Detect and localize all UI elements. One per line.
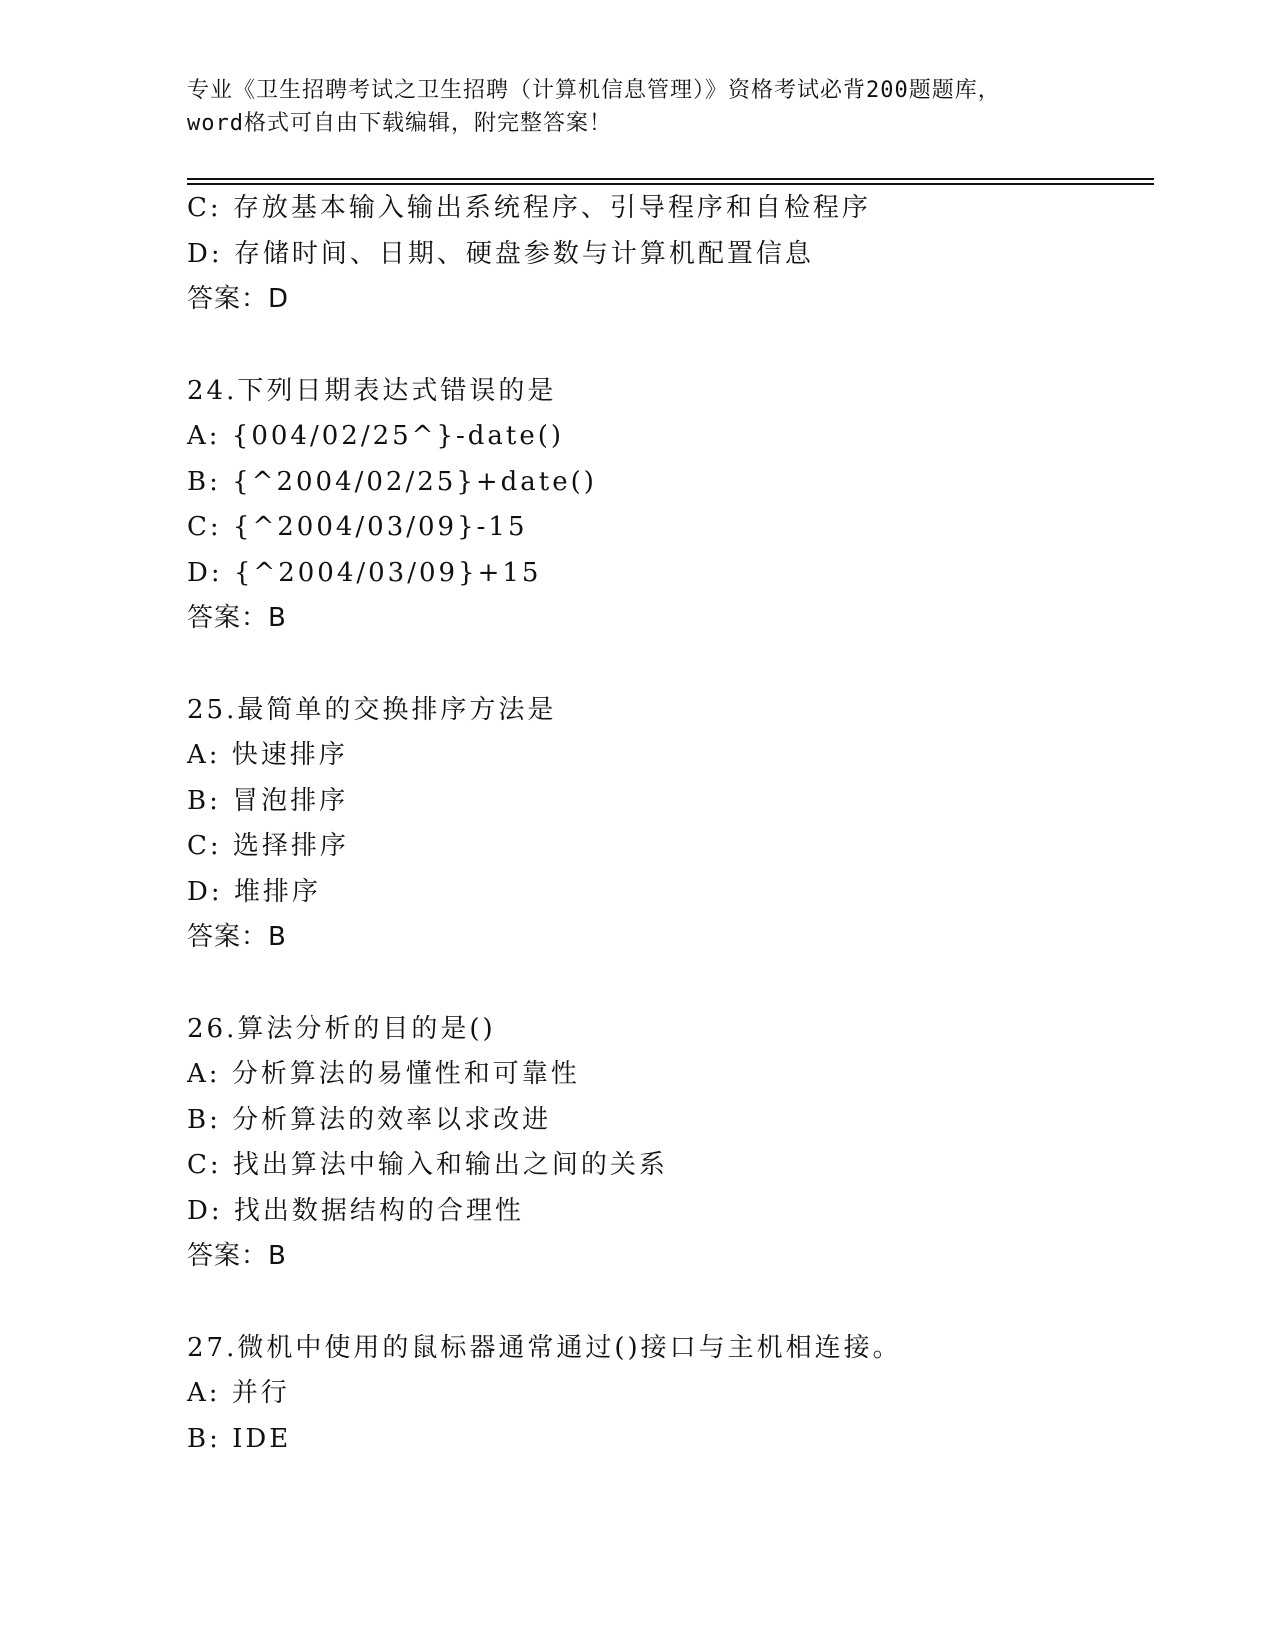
option-b: B: 冒泡排序 — [187, 785, 349, 816]
option-b: B: IDE — [187, 1423, 292, 1454]
header-double-rule — [187, 178, 1154, 185]
option-d: D: 存储时间、日期、硬盘参数与计算机配置信息 — [187, 238, 814, 269]
option-d: D: 找出数据结构的合理性 — [187, 1195, 524, 1226]
question-stem: 27.微机中使用的鼠标器通常通过()接口与主机相连接。 — [187, 1332, 902, 1363]
question-24 — [187, 369, 1147, 642]
option-b: B: 分析算法的效率以求改进 — [187, 1104, 552, 1135]
question-26 — [187, 1007, 1147, 1280]
option-c: C: 找出算法中输入和输出之间的关系 — [187, 1150, 668, 1180]
question-stem: 25.最简单的交换排序方法是 — [187, 694, 557, 725]
header-title-line-2: word格式可自由下载编辑，附完整答案！ — [187, 111, 612, 136]
question-27 — [187, 1326, 1147, 1463]
answer-line: 答案：B — [187, 1241, 287, 1271]
option-c: C: 存放基本输入输出系统程序、引导程序和自检程序 — [187, 193, 871, 223]
option-a: A: 并行 — [187, 1378, 290, 1408]
option-d: D: {^2004/03/09}+15 — [187, 557, 542, 588]
option-a: A: 快速排序 — [187, 740, 348, 770]
answer-line: 答案：B — [187, 922, 287, 952]
question-stem: 24.下列日期表达式错误的是 — [187, 375, 557, 406]
spacer — [187, 642, 1147, 688]
option-a: A: 分析算法的易懂性和可靠性 — [187, 1059, 580, 1089]
question-25 — [187, 688, 1147, 961]
header-title-line-1: 专业《卫生招聘考试之卫生招聘（计算机信息管理）》资格考试必背200题题库， — [187, 78, 1001, 103]
option-d: D: 堆排序 — [187, 876, 321, 907]
option-c: C: 选择排序 — [187, 831, 349, 861]
answer-line: 答案：B — [187, 603, 287, 633]
spacer — [187, 1280, 1147, 1326]
question-fragment — [187, 186, 1147, 323]
document-header — [187, 74, 1087, 140]
question-stem: 26.算法分析的目的是() — [187, 1013, 496, 1044]
spacer — [187, 323, 1147, 369]
spacer — [187, 961, 1147, 1007]
question-list — [187, 186, 1147, 1462]
option-c: C: {^2004/03/09}-15 — [187, 512, 528, 542]
answer-line: 答案：D — [187, 284, 290, 314]
option-a: A: {004/02/25^}-date() — [187, 421, 565, 451]
option-b: B: {^2004/02/25}+date() — [187, 466, 597, 497]
